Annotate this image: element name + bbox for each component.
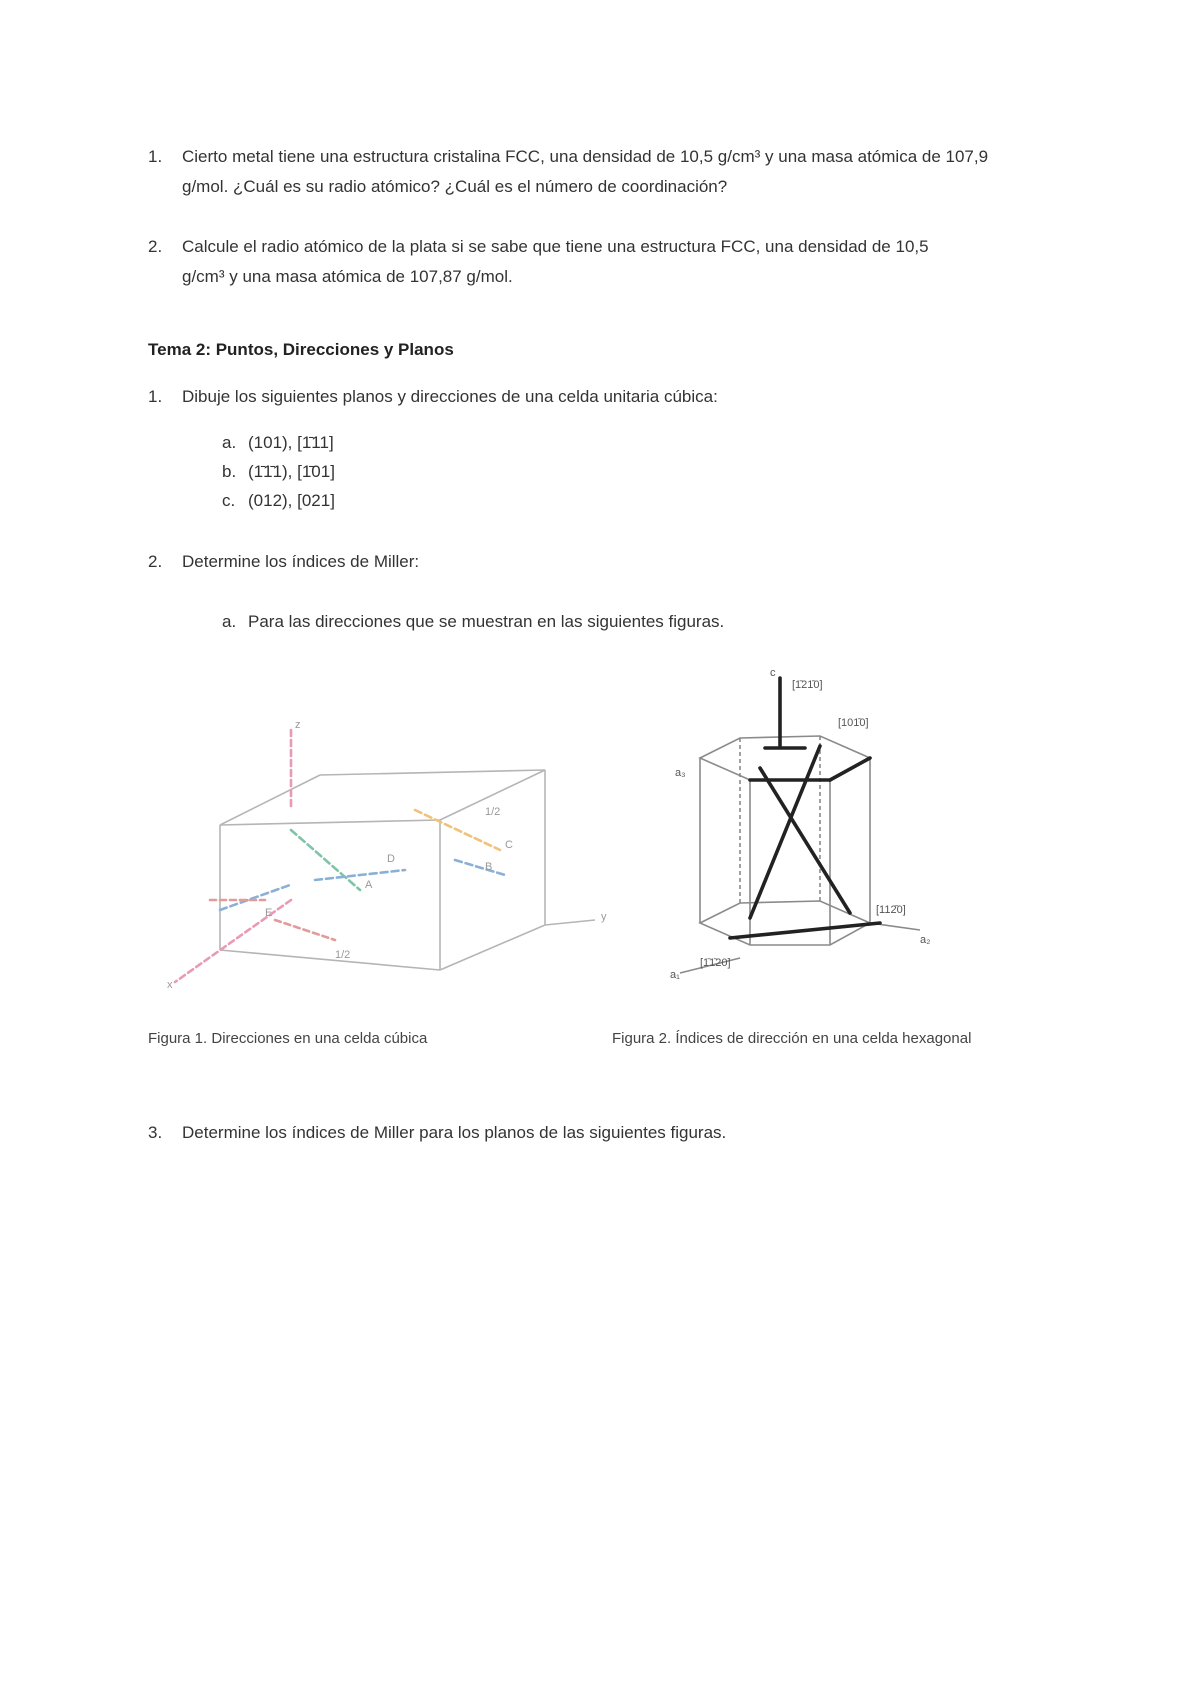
- problem-1-line-2: g/mol. ¿Cuál es su radio atómico? ¿Cuál es el número de coordinación?: [182, 177, 728, 196]
- fig2-label-2: [101̄0]: [838, 717, 869, 729]
- fig2-label-4: [1̄1̄20]: [700, 957, 731, 969]
- question-3: [148, 1118, 1048, 1148]
- fig1-label-y: y: [601, 911, 607, 923]
- problem-2-line-2: g/cm³ y una masa atómica de 107,87 g/mol.: [182, 267, 513, 286]
- q1-item-c-letter: c.: [222, 491, 236, 510]
- q2-item-a-text: Para las direcciones que se muestran en las siguientes figuras.: [248, 612, 725, 631]
- problem-2: [148, 232, 1068, 292]
- fig1-label-e: E: [265, 907, 273, 919]
- fig2-label-a1: a₁: [670, 969, 680, 981]
- fig1-label-half-2: 1/2: [335, 949, 351, 961]
- fig1-label-z: z: [295, 719, 301, 731]
- q1-item-a: [222, 428, 334, 457]
- question-2-text: Determine los índices de Miller:: [182, 552, 420, 571]
- figure-2-hexagonal-cell: [670, 668, 960, 988]
- question-3-number: 3.: [148, 1123, 163, 1142]
- problem-1: [148, 142, 1068, 202]
- figure-1-caption: Figura 1. Direcciones en una celda cúbica: [148, 1030, 428, 1047]
- fig1-label-c: C: [505, 839, 513, 851]
- figure-1-cubic-cell: [155, 719, 607, 1000]
- question-3-text: Determine los índices de Miller para los planos de las siguientes figuras.: [182, 1123, 727, 1142]
- q1-item-b-letter: b.: [222, 462, 237, 481]
- q2-item-a: [222, 607, 724, 636]
- q1-item-a-letter: a.: [222, 433, 237, 452]
- fig1-label-a: A: [365, 879, 373, 891]
- fig2-label-a2: a₂: [920, 934, 931, 946]
- problem-1-number: 1.: [148, 147, 163, 166]
- problem-1-line-1: Cierto metal tiene una estructura cristalina FCC, una densidad de 10,5 g/cm³ y una masa atómica de 107,9: [182, 147, 989, 166]
- q1-item-b: [222, 457, 335, 486]
- question-1: [148, 382, 1048, 412]
- fig2-label-1: [1̄21̄0]: [792, 679, 823, 691]
- problem-2-number: 2.: [148, 237, 163, 256]
- figure-2-caption: Figura 2. Índices de dirección en una celda hexagonal: [612, 1030, 972, 1047]
- q1-item-a-text: (101), [1̄11]: [248, 433, 334, 452]
- q1-item-c: [222, 486, 335, 515]
- fig1-label-b: B: [485, 861, 493, 873]
- fig1-label-x: x: [167, 979, 173, 991]
- fig2-label-a3: a₃: [675, 767, 686, 779]
- fig2-label-c: c: [770, 667, 776, 679]
- fig1-label-d: D: [387, 853, 395, 865]
- question-1-number: 1.: [148, 387, 163, 406]
- question-2-number: 2.: [148, 552, 163, 571]
- q1-item-b-text: (1̄1̄1), [1̄01]: [248, 462, 335, 481]
- q1-item-c-text: (012), [021]: [248, 491, 335, 510]
- question-2: [148, 547, 1048, 577]
- question-1-text: Dibuje los siguientes planos y direcciones de una celda unitaria cúbica:: [182, 387, 718, 406]
- fig1-label-half-1: 1/2: [485, 806, 501, 818]
- fig2-label-3: [112̄0]: [876, 904, 906, 916]
- problem-2-line-1: Calcule el radio atómico de la plata si se sabe que tiene una estructura FCC, una densidad de 10,5: [182, 237, 929, 256]
- section-title: Tema 2: Puntos, Direcciones y Planos: [148, 340, 454, 359]
- q2-item-a-letter: a.: [222, 612, 237, 631]
